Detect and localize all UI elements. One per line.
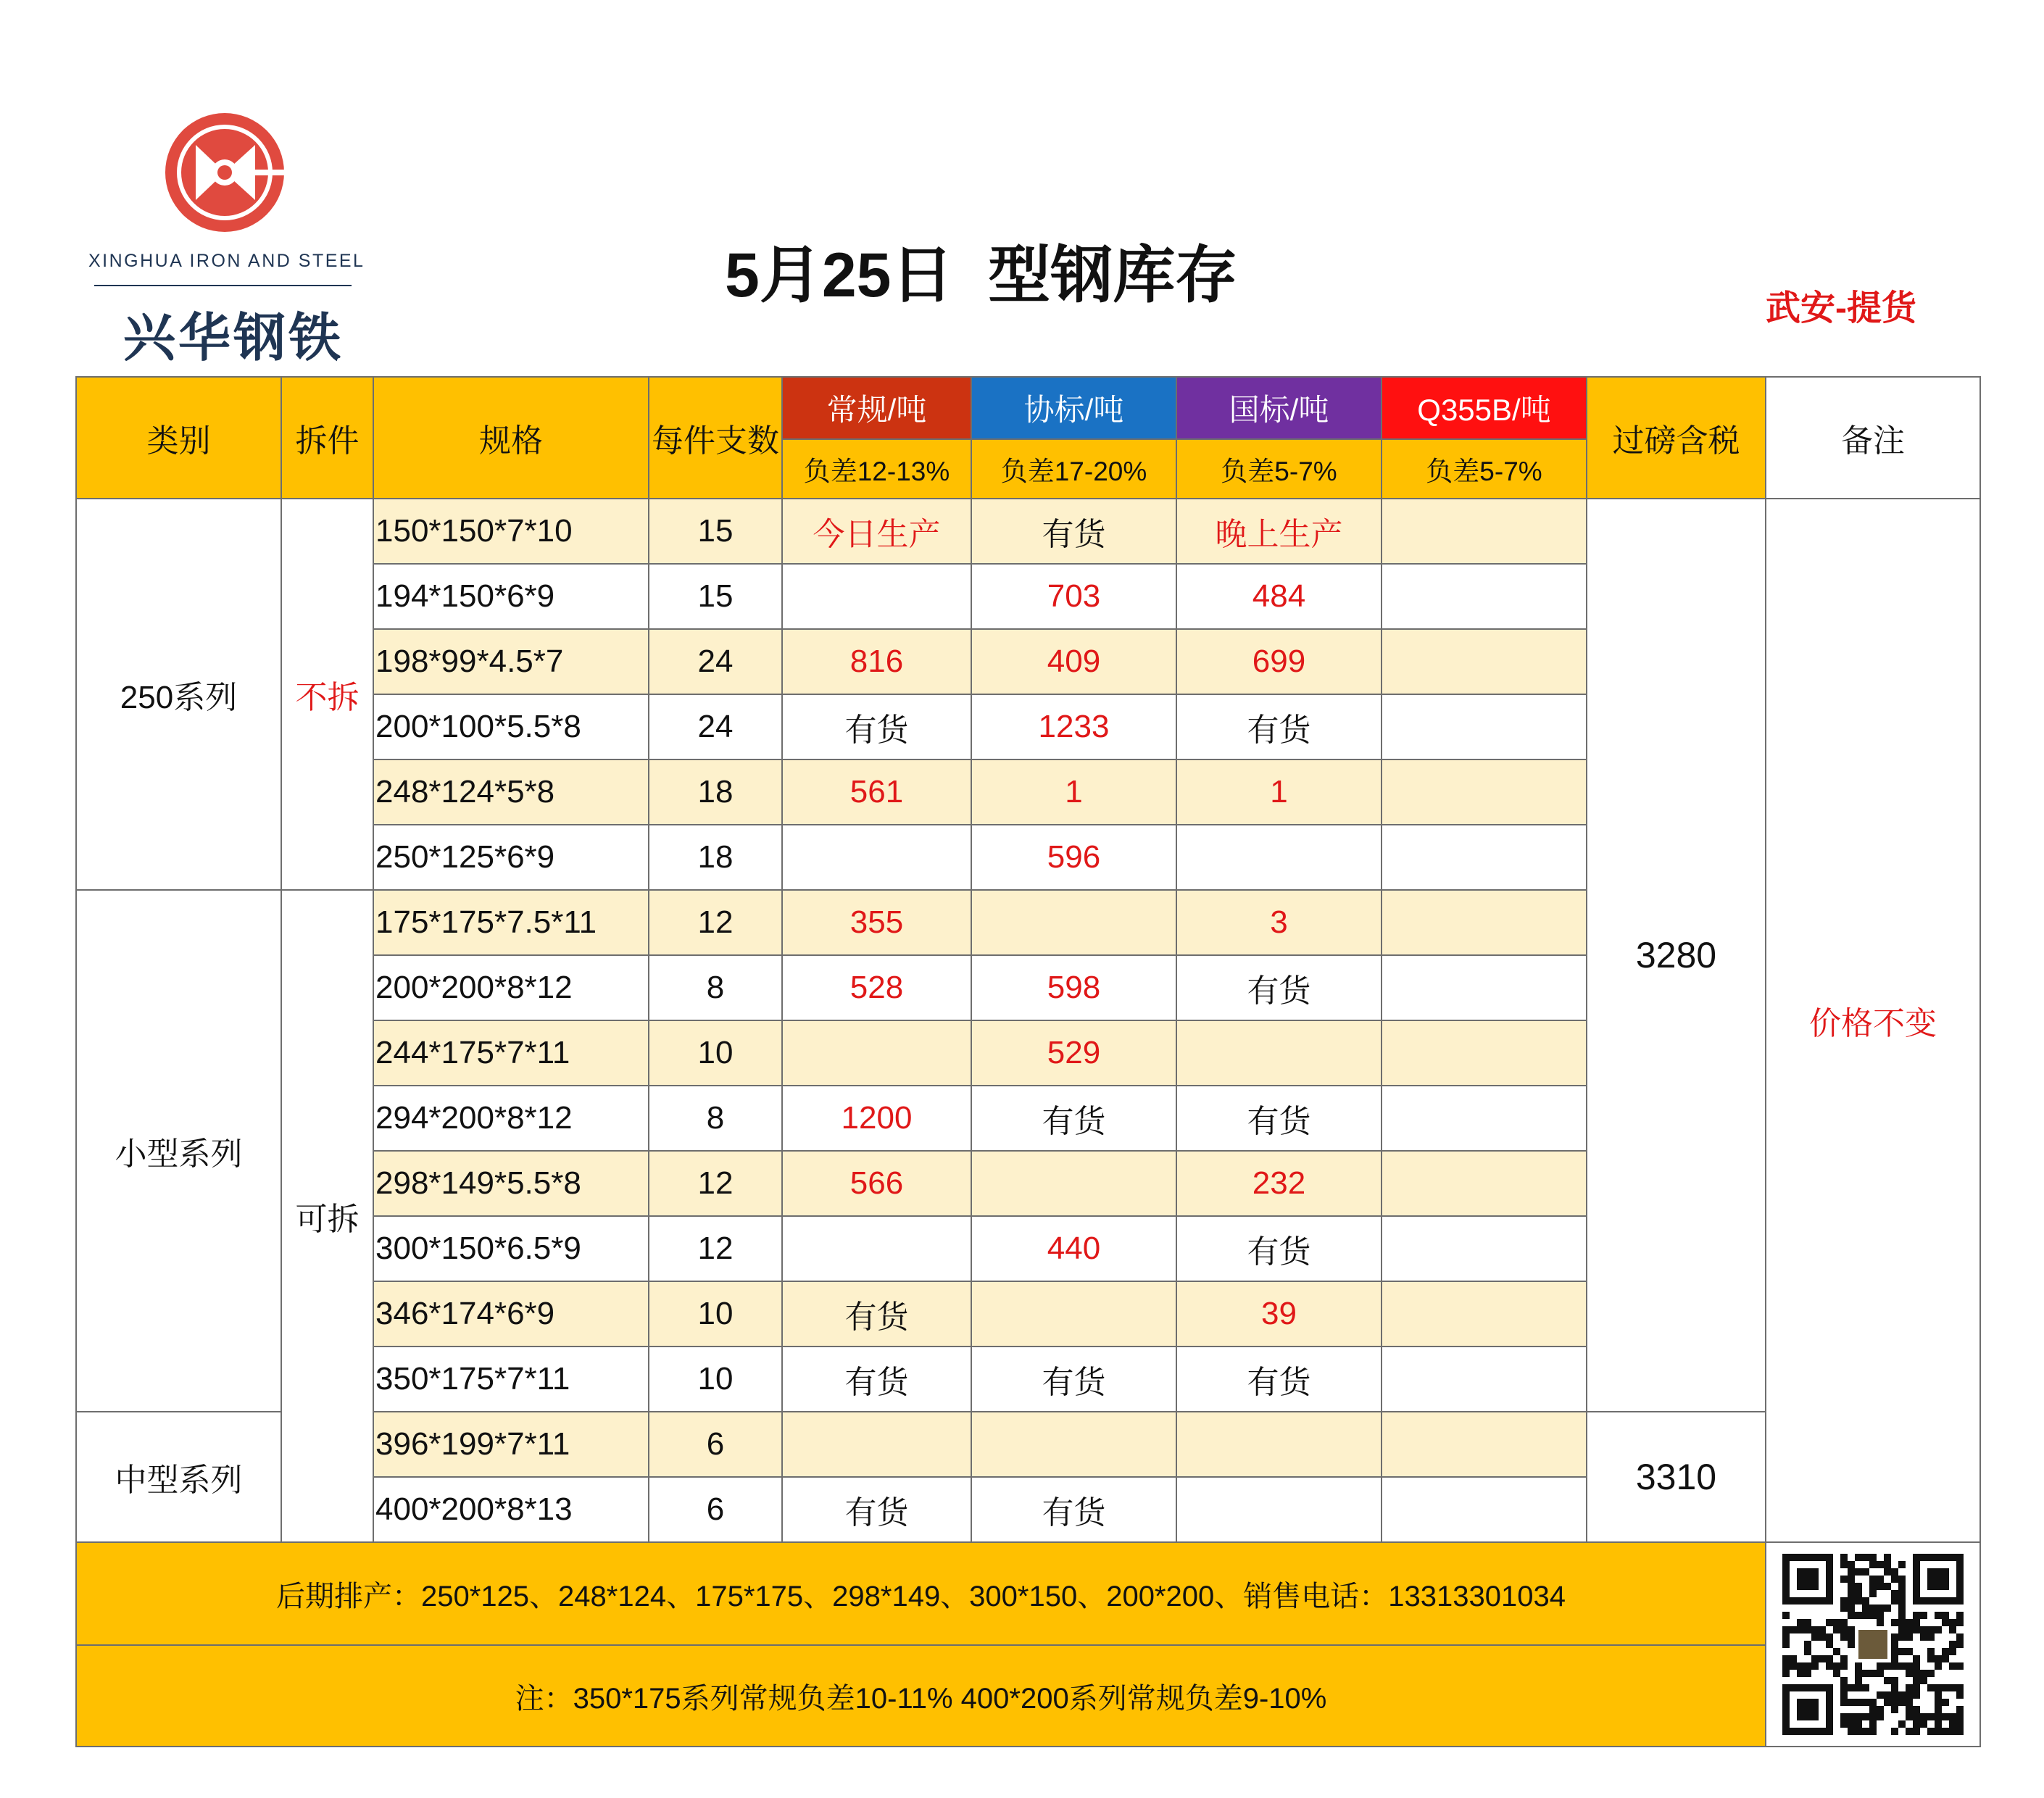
schedule-note: 后期排产：250*125、248*124、175*175、298*149、300*150、200*200、销售电话：13313301034 bbox=[76, 1542, 1766, 1645]
association-cell: 有货 bbox=[971, 1347, 1176, 1412]
pieces-cell: 6 bbox=[649, 1412, 782, 1477]
header-regular: 常规/吨 bbox=[782, 377, 971, 439]
spec-cell: 346*174*6*9 bbox=[373, 1281, 649, 1347]
spec-cell: 244*175*7*11 bbox=[373, 1020, 649, 1086]
q355b-cell bbox=[1382, 1281, 1587, 1347]
header-national: 国标/吨 bbox=[1176, 377, 1382, 439]
pieces-cell: 12 bbox=[649, 1151, 782, 1216]
header-national-tolerance: 负差5-7% bbox=[1176, 439, 1382, 499]
pickup-location: 武安-提货 bbox=[1766, 289, 1916, 328]
spec-cell: 150*150*7*10 bbox=[373, 499, 649, 564]
regular-cell: 816 bbox=[782, 629, 971, 694]
association-cell: 598 bbox=[971, 955, 1176, 1020]
national-cell: 39 bbox=[1176, 1281, 1382, 1347]
national-cell: 有货 bbox=[1176, 694, 1382, 759]
association-cell: 596 bbox=[971, 825, 1176, 890]
association-cell: 有货 bbox=[971, 499, 1176, 564]
spec-cell: 200*200*8*12 bbox=[373, 955, 649, 1020]
tolerance-note: 注：350*175系列常规负差10-11% 400*200系列常规负差9-10% bbox=[76, 1645, 1766, 1747]
spec-cell: 250*125*6*9 bbox=[373, 825, 649, 890]
page-title: 5月25日 型钢库存 bbox=[725, 241, 1238, 310]
q355b-cell bbox=[1382, 825, 1587, 890]
header-remark: 备注 bbox=[1766, 377, 1980, 499]
pieces-cell: 24 bbox=[649, 694, 782, 759]
pieces-cell: 15 bbox=[649, 499, 782, 564]
pieces-cell: 8 bbox=[649, 955, 782, 1020]
regular-cell bbox=[782, 1020, 971, 1086]
q355b-cell bbox=[1382, 759, 1587, 825]
q355b-cell bbox=[1382, 564, 1587, 629]
header-spec: 规格 bbox=[373, 377, 649, 499]
national-cell: 1 bbox=[1176, 759, 1382, 825]
spec-cell: 175*175*7.5*11 bbox=[373, 890, 649, 955]
header-association-tolerance: 负差17-20% bbox=[971, 439, 1176, 499]
q355b-cell bbox=[1382, 1477, 1587, 1542]
regular-cell: 528 bbox=[782, 955, 971, 1020]
q355b-cell bbox=[1382, 1020, 1587, 1086]
pieces-cell: 18 bbox=[649, 759, 782, 825]
header-association: 协标/吨 bbox=[971, 377, 1176, 439]
spec-cell: 248*124*5*8 bbox=[373, 759, 649, 825]
spec-cell: 400*200*8*13 bbox=[373, 1477, 649, 1542]
association-cell: 440 bbox=[971, 1216, 1176, 1281]
pieces-cell: 10 bbox=[649, 1020, 782, 1086]
pieces-cell: 24 bbox=[649, 629, 782, 694]
association-cell: 1 bbox=[971, 759, 1176, 825]
q355b-cell bbox=[1382, 955, 1587, 1020]
category-small-series: 小型系列 bbox=[76, 890, 281, 1412]
pieces-cell: 12 bbox=[649, 890, 782, 955]
spec-cell: 294*200*8*12 bbox=[373, 1086, 649, 1151]
q355b-cell bbox=[1382, 499, 1587, 564]
header-regular-tolerance: 负差12-13% bbox=[782, 439, 971, 499]
qr-code-icon bbox=[1782, 1554, 1964, 1735]
regular-cell: 566 bbox=[782, 1151, 971, 1216]
logo-divider bbox=[94, 285, 352, 286]
national-cell: 484 bbox=[1176, 564, 1382, 629]
category-medium-series: 中型系列 bbox=[76, 1412, 281, 1542]
pieces-cell: 10 bbox=[649, 1347, 782, 1412]
q355b-cell bbox=[1382, 1216, 1587, 1281]
split-no: 不拆 bbox=[281, 499, 373, 890]
national-cell bbox=[1176, 1020, 1382, 1086]
q355b-cell bbox=[1382, 1151, 1587, 1216]
header-price: 过磅含税 bbox=[1587, 377, 1766, 499]
spec-cell: 300*150*6.5*9 bbox=[373, 1216, 649, 1281]
logo-chinese-name: 兴华钢铁 bbox=[123, 309, 344, 367]
pieces-cell: 12 bbox=[649, 1216, 782, 1281]
national-cell: 3 bbox=[1176, 890, 1382, 955]
regular-cell: 有货 bbox=[782, 1477, 971, 1542]
regular-cell: 有货 bbox=[782, 694, 971, 759]
regular-cell bbox=[782, 564, 971, 629]
category-250-series: 250系列 bbox=[76, 499, 281, 890]
q355b-cell bbox=[1382, 694, 1587, 759]
header-q355b: Q355B/吨 bbox=[1382, 377, 1587, 439]
q355b-cell bbox=[1382, 1347, 1587, 1412]
remark-cell: 价格不变 bbox=[1766, 499, 1980, 1542]
association-cell: 1233 bbox=[971, 694, 1176, 759]
regular-cell bbox=[782, 1216, 971, 1281]
national-cell: 有货 bbox=[1176, 955, 1382, 1020]
national-cell: 699 bbox=[1176, 629, 1382, 694]
pieces-cell: 15 bbox=[649, 564, 782, 629]
national-cell bbox=[1176, 1412, 1382, 1477]
spec-cell: 194*150*6*9 bbox=[373, 564, 649, 629]
q355b-cell bbox=[1382, 890, 1587, 955]
spec-cell: 198*99*4.5*7 bbox=[373, 629, 649, 694]
association-cell bbox=[971, 1412, 1176, 1477]
regular-cell: 561 bbox=[782, 759, 971, 825]
regular-cell: 有货 bbox=[782, 1347, 971, 1412]
national-cell: 有货 bbox=[1176, 1347, 1382, 1412]
association-cell bbox=[971, 1281, 1176, 1347]
association-cell bbox=[971, 890, 1176, 955]
regular-cell bbox=[782, 825, 971, 890]
spec-cell: 298*149*5.5*8 bbox=[373, 1151, 649, 1216]
q355b-cell bbox=[1382, 1412, 1587, 1477]
association-cell: 有货 bbox=[971, 1086, 1176, 1151]
national-cell bbox=[1176, 825, 1382, 890]
regular-cell: 1200 bbox=[782, 1086, 971, 1151]
national-cell: 有货 bbox=[1176, 1216, 1382, 1281]
header-pieces: 每件支数 bbox=[649, 377, 782, 499]
national-cell: 有货 bbox=[1176, 1086, 1382, 1151]
pieces-cell: 8 bbox=[649, 1086, 782, 1151]
pieces-cell: 6 bbox=[649, 1477, 782, 1542]
spec-cell: 350*175*7*11 bbox=[373, 1347, 649, 1412]
qr-code-cell bbox=[1766, 1542, 1980, 1747]
association-cell bbox=[971, 1151, 1176, 1216]
association-cell: 529 bbox=[971, 1020, 1176, 1086]
spec-cell: 200*100*5.5*8 bbox=[373, 694, 649, 759]
header-split: 拆件 bbox=[281, 377, 373, 499]
regular-cell bbox=[782, 1412, 971, 1477]
q355b-cell bbox=[1382, 1086, 1587, 1151]
price-3310: 3310 bbox=[1587, 1412, 1766, 1542]
header-category: 类别 bbox=[76, 377, 281, 499]
q355b-cell bbox=[1382, 629, 1587, 694]
table-row bbox=[76, 499, 1980, 564]
national-cell: 232 bbox=[1176, 1151, 1382, 1216]
price-3280: 3280 bbox=[1587, 499, 1766, 1412]
spec-cell: 396*199*7*11 bbox=[373, 1412, 649, 1477]
pieces-cell: 18 bbox=[649, 825, 782, 890]
header-q355b-tolerance: 负差5-7% bbox=[1382, 439, 1587, 499]
national-cell bbox=[1176, 1477, 1382, 1542]
association-cell: 703 bbox=[971, 564, 1176, 629]
inventory-table bbox=[75, 376, 1981, 1747]
regular-cell: 355 bbox=[782, 890, 971, 955]
pieces-cell: 10 bbox=[649, 1281, 782, 1347]
logo-english-name: XINGHUA IRON AND STEEL bbox=[88, 251, 365, 271]
regular-cell: 今日生产 bbox=[782, 499, 971, 564]
national-cell: 晚上生产 bbox=[1176, 499, 1382, 564]
association-cell: 409 bbox=[971, 629, 1176, 694]
regular-cell: 有货 bbox=[782, 1281, 971, 1347]
split-yes: 可拆 bbox=[281, 890, 373, 1542]
association-cell: 有货 bbox=[971, 1477, 1176, 1542]
